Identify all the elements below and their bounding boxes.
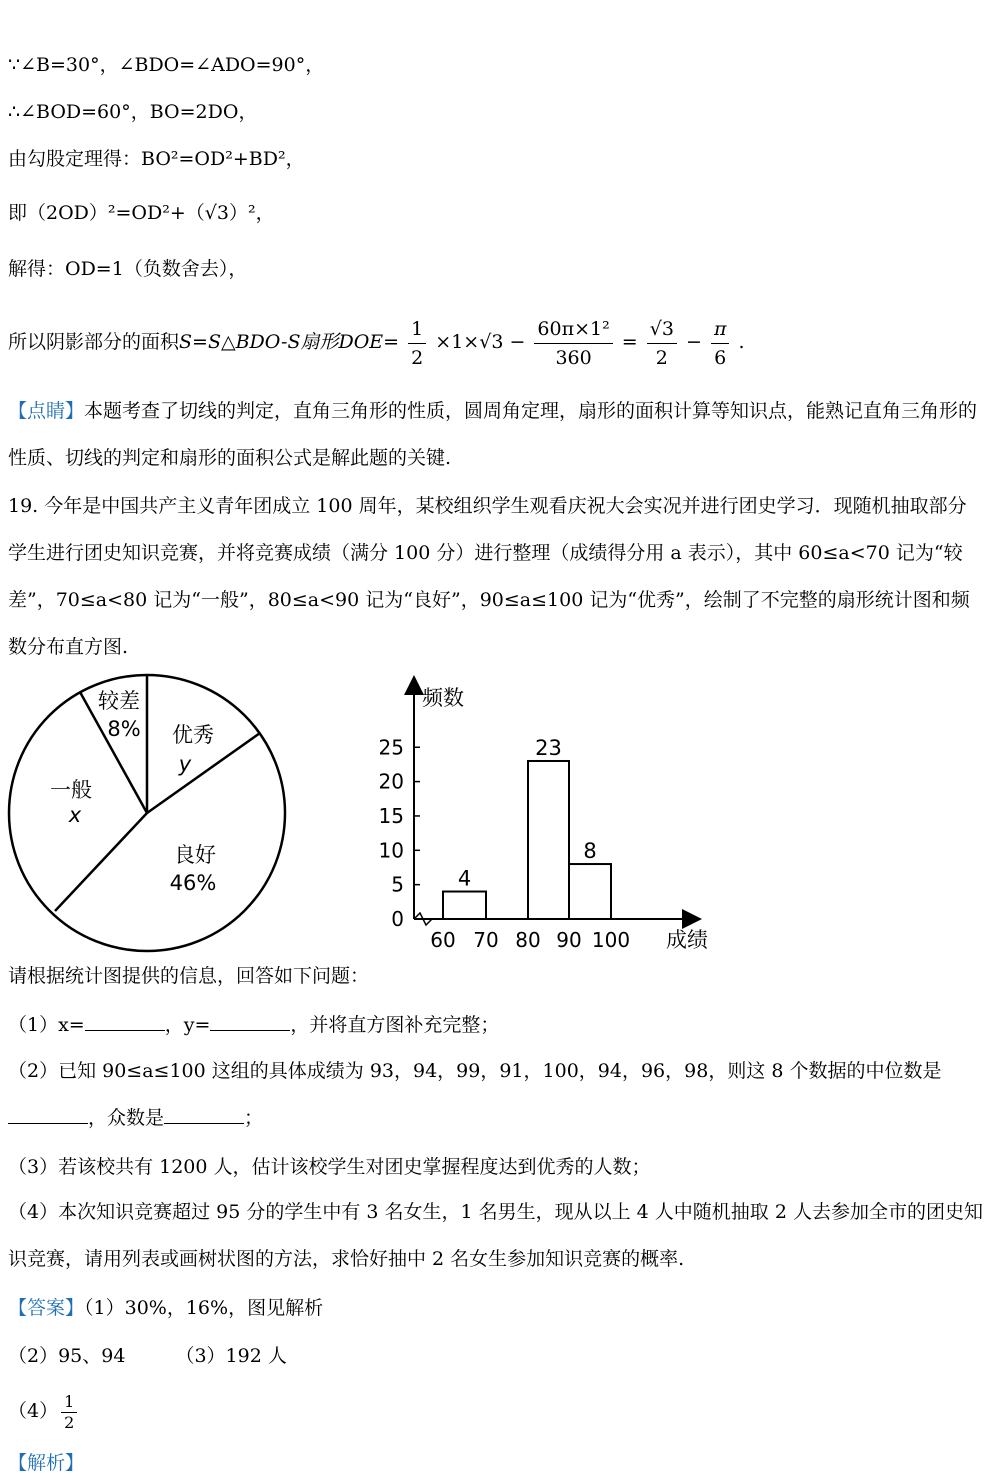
histogram-bar — [569, 864, 611, 919]
q2-tail: ； — [244, 1107, 264, 1129]
y-tick-label: 25 — [378, 735, 404, 760]
comment-tag: 【点睛】 — [8, 400, 85, 422]
q2-median-blank — [8, 1105, 88, 1124]
area-formula — [8, 312, 745, 372]
area-end: . — [738, 331, 745, 353]
answer-4-line — [8, 1388, 80, 1434]
y-tick-label: 15 — [378, 803, 404, 828]
x-tick-label: 70 — [473, 928, 499, 952]
area-lhs: S=S△BDO-S扇形DOE= — [179, 331, 400, 353]
fraction-1-num: 1 — [408, 315, 426, 344]
answer-4-den: 2 — [64, 1412, 75, 1432]
q1-x-blank — [85, 1012, 165, 1031]
solution-line-1: ∵∠B=30°，∠BDO=∠ADO=90°， — [8, 54, 325, 76]
pie-label-poor: 较差 — [98, 689, 140, 713]
bar-value-label: 23 — [535, 735, 562, 760]
bar-value-label: 4 — [457, 866, 472, 891]
pie-value-good: 46% — [169, 871, 217, 895]
q1-tail: ，并将直方图补充完整； — [290, 1014, 500, 1036]
answer-3: （3）192 人 — [175, 1345, 287, 1367]
question-2 — [8, 1048, 983, 1142]
answer-1-line — [8, 1295, 323, 1321]
pie-label-average: 一般 — [50, 778, 92, 802]
pie-label-excellent: 优秀 — [172, 723, 214, 747]
answer-4-fraction — [61, 1392, 77, 1433]
fraction-3-num: √3 — [647, 315, 677, 344]
area-mid: ×1×√3 − — [435, 331, 526, 353]
fraction-1-den: 2 — [411, 346, 424, 369]
histogram-chart — [370, 675, 730, 960]
question-3: （3）若该校共有 1200 人，估计该校学生对团史掌握程度达到优秀的人数； — [8, 1156, 651, 1178]
q1-x-label: （1）x= — [8, 1014, 85, 1036]
analysis-tag: 【解析】 — [8, 1452, 85, 1474]
fraction-2-den: 360 — [555, 346, 592, 369]
q1-y-blank — [210, 1012, 290, 1031]
fraction-4 — [711, 315, 730, 372]
pie-value-poor: 8% — [107, 717, 141, 741]
solution-line-2: ∴∠BOD=60°，BO=2DO， — [8, 101, 258, 123]
pie-value-average: x — [68, 803, 82, 827]
solution-line-4: 即（2OD）²=OD²+（√3）²， — [8, 202, 275, 224]
prompt-text: 请根据统计图提供的信息，回答如下问题： — [8, 965, 370, 987]
solution-line-5: 解得：OD=1（负数舍去）， — [8, 258, 248, 280]
comment-paragraph — [8, 388, 983, 482]
answer-tag: 【答案】 — [8, 1297, 85, 1319]
x-tick-label: 90 — [556, 928, 582, 952]
q2-mode-label: ，众数是 — [88, 1107, 165, 1129]
y-tick-label: 0 — [391, 907, 404, 931]
answer-4-num: 1 — [61, 1392, 77, 1413]
fraction-4-num: π — [711, 315, 730, 344]
answer-2-line — [8, 1343, 287, 1369]
fraction-3 — [647, 315, 677, 372]
area-prefix: 所以阴影部分的面积 — [8, 331, 180, 353]
pie-value-excellent: y — [178, 752, 192, 776]
fraction-2-num: 60π×1² — [534, 315, 612, 344]
y-axis-label: 频数 — [422, 686, 464, 710]
x-axis-label: 成绩 — [666, 928, 708, 952]
fraction-2 — [534, 315, 612, 372]
question-4: （4）本次知识竞赛超过 95 分的学生中有 3 名女生，1 名男生，现从以上 4 人中随机抽取 2 人去参加全市的团史知识竞赛，请用列表或画树状图的方法，求恰好抽中 2 名女生参加知识竞赛的概率. — [8, 1201, 983, 1270]
answer-2: （2）95、94 — [8, 1345, 126, 1367]
answer-4-prefix: （4） — [8, 1400, 59, 1422]
histogram-bar — [528, 761, 569, 919]
q2-mode-blank — [164, 1105, 244, 1124]
answer-1: （1）30%，16%，图见解析 — [84, 1297, 324, 1319]
question-19: 19. 今年是中国共产主义青年团成立 100 周年，某校组织学生观看庆祝大会实况并进行团史学习．现随机抽取部分学生进行团史知识竞赛，并将竞赛成绩（满分 100 分）进行整理（成绩得分用 a 表示），其中 60≤a<70 记为“较差”，70≤a<80 记为“一般”，80≤a<90 记为“良好”，90≤a≤100 记为“优秀”，绘制了不完整的扇形统计图和频数分布直方图. — [8, 495, 970, 658]
pie-chart — [0, 670, 300, 955]
y-tick-label: 10 — [378, 838, 404, 863]
question-1 — [8, 1012, 499, 1038]
q1-y-label: ，y= — [164, 1014, 211, 1036]
solution-line-3: 由勾股定理得：BO²=OD²+BD²， — [8, 148, 305, 170]
x-tick-label: 100 — [591, 928, 631, 952]
fraction-4-den: 6 — [714, 346, 727, 369]
x-tick-label: 80 — [515, 928, 541, 952]
area-minus: − — [685, 331, 702, 353]
fraction-1 — [408, 315, 426, 372]
fraction-3-den: 2 — [655, 346, 668, 369]
histogram-bar — [443, 892, 486, 919]
comment-text: 本题考查了切线的判定，直角三角形的性质，圆周角定理，扇形的面积计算等知识点，能熟记直角三角形的性质、切线的判定和扇形的面积公式是解此题的关键. — [8, 400, 978, 469]
pie-label-good: 良好 — [174, 843, 216, 867]
x-tick-label: 60 — [430, 928, 456, 952]
area-eq: = — [621, 331, 638, 353]
y-tick-label: 20 — [378, 769, 404, 794]
bar-value-label: 8 — [583, 839, 597, 864]
y-tick-label: 5 — [391, 872, 404, 897]
q2-text: （2）已知 90≤a≤100 这组的具体成绩为 93，94，99，91，100，94，96，98，则这 8 个数据的中位数是 — [8, 1060, 942, 1082]
